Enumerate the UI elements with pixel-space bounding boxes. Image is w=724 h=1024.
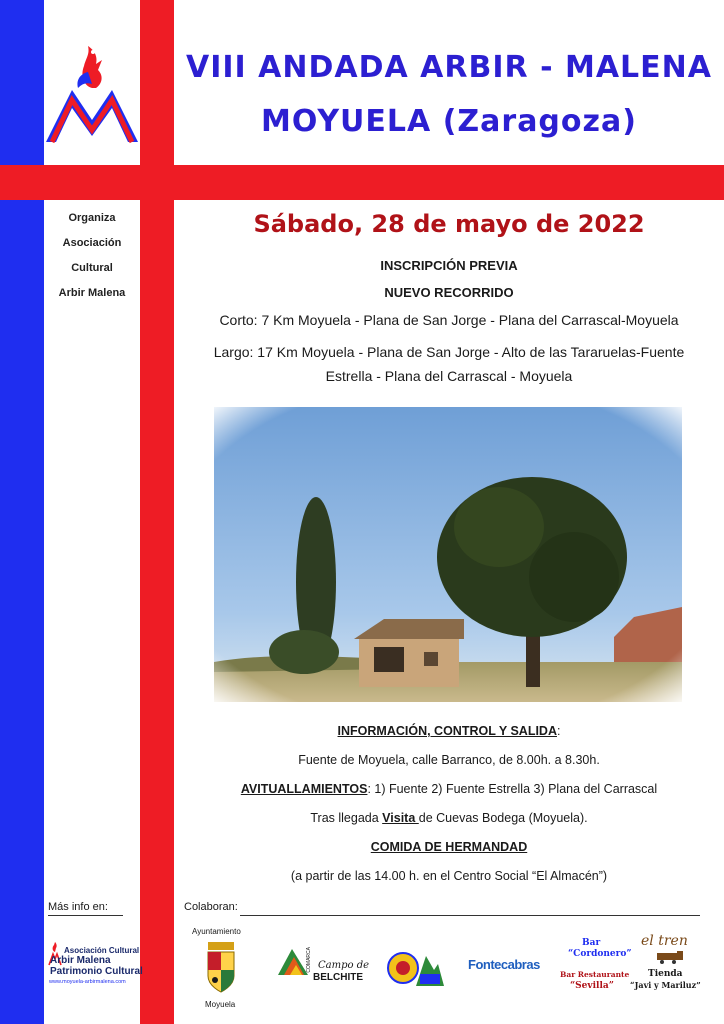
info-heading: INFORMACIÓN, CONTROL Y SALIDA [337,724,557,738]
cuevas-bodega: de Cuevas Bodega (Moyuela). [418,811,588,825]
bar-label: Bar [582,938,601,948]
avituallamientos-label: AVITUALLAMIENTOS [240,782,368,796]
comida-heading: COMIDA DE HERMANDAD [370,840,528,854]
inscripcion-previa: INSCRIPCIÓN PREVIA [380,258,518,273]
route-long-line-2: Estrella - Plana del Carrascal - Moyuela [325,368,573,384]
avituallamientos-text: : 1) Fuente 2) Fuente Estrella 3) Plana del Carrascal [367,782,658,796]
comida-detalle: (a partir de las 14.00 h. en el Centro Social “El Almacén”) [290,869,608,883]
red-vertical-bar [140,0,174,1024]
landscape-photo [214,407,682,702]
tienda-label: Tienda [648,969,683,979]
avituallamientos-row [174,782,724,796]
route-short: Corto: 7 Km Moyuela - Plana de San Jorge - Plana del Carrascal-Moyuela [219,312,679,328]
train-icon [655,950,685,964]
colaboran-label: Colaboran: [184,901,238,913]
comarca-belchite-logo-icon [276,945,310,979]
organiza-line-1: Asociación [62,237,122,249]
moyuela-coat-of-arms-icon [204,940,238,996]
website-link[interactable]: www.moyuela-arbirmalena.com [49,979,126,985]
salida-text: Fuente de Moyuela, calle Barranco, de 8.00h. a 8.30h. [298,753,600,767]
ayuntamiento-label: Ayuntamiento [192,927,241,936]
fontecabras-logo: Fontecabras [468,957,540,972]
assoc-line-3: Patrimonio Cultural [50,966,143,977]
comida-row [174,840,724,854]
colaboran-underline [240,915,700,916]
javi-mariluz-label: “Javi y Mariluz” [630,980,701,990]
mas-info-label: Más info en: [48,901,108,913]
assoc-line-2: Arbir Malena [50,955,111,966]
red-horizontal-bar [0,165,724,200]
title-line-1: VIII ANDADA ARBIR - MALENA [186,50,712,85]
regional-association-logo-icon [386,948,446,988]
tras-llegada: Tras llegada [310,811,383,825]
arbir-malena-rooster-logo [44,38,140,148]
mas-info-underline [48,915,123,916]
bar-restaurante-label: Bar Restaurante [560,970,630,979]
cordonero-label: “Cordonero” [568,949,632,959]
campo-de-label: Campo de [318,960,370,971]
blue-side-bar [0,0,44,1024]
el-tren-logo: el tren [641,933,688,949]
route-long-line-1: Largo: 17 Km Moyuela - Plana de San Jorge - Alto de las Tararuelas-Fuente [213,344,685,360]
nuevo-recorrido: NUEVO RECORRIDO [384,285,514,300]
event-date: Sábado, 28 de mayo de 2022 [253,210,645,238]
info-heading-colon: : [556,724,561,738]
visita-row [174,811,724,825]
info-heading-row [174,724,724,738]
organiza-line-2: Cultural [71,262,113,274]
belchite-label: BELCHITE [313,972,363,983]
title-line-2: MOYUELA (Zaragoza) [261,104,637,139]
organiza-line-3: Arbir Malena [58,287,126,299]
moyuela-label: Moyuela [205,1000,236,1009]
sevilla-label: “Sevilla” [570,981,614,991]
assoc-line-1: Asociación Cultural [64,946,140,955]
organiza-label: Organiza [68,212,116,224]
visita-word: Visita [382,811,419,825]
comarca-label: COMARCA [306,947,312,973]
